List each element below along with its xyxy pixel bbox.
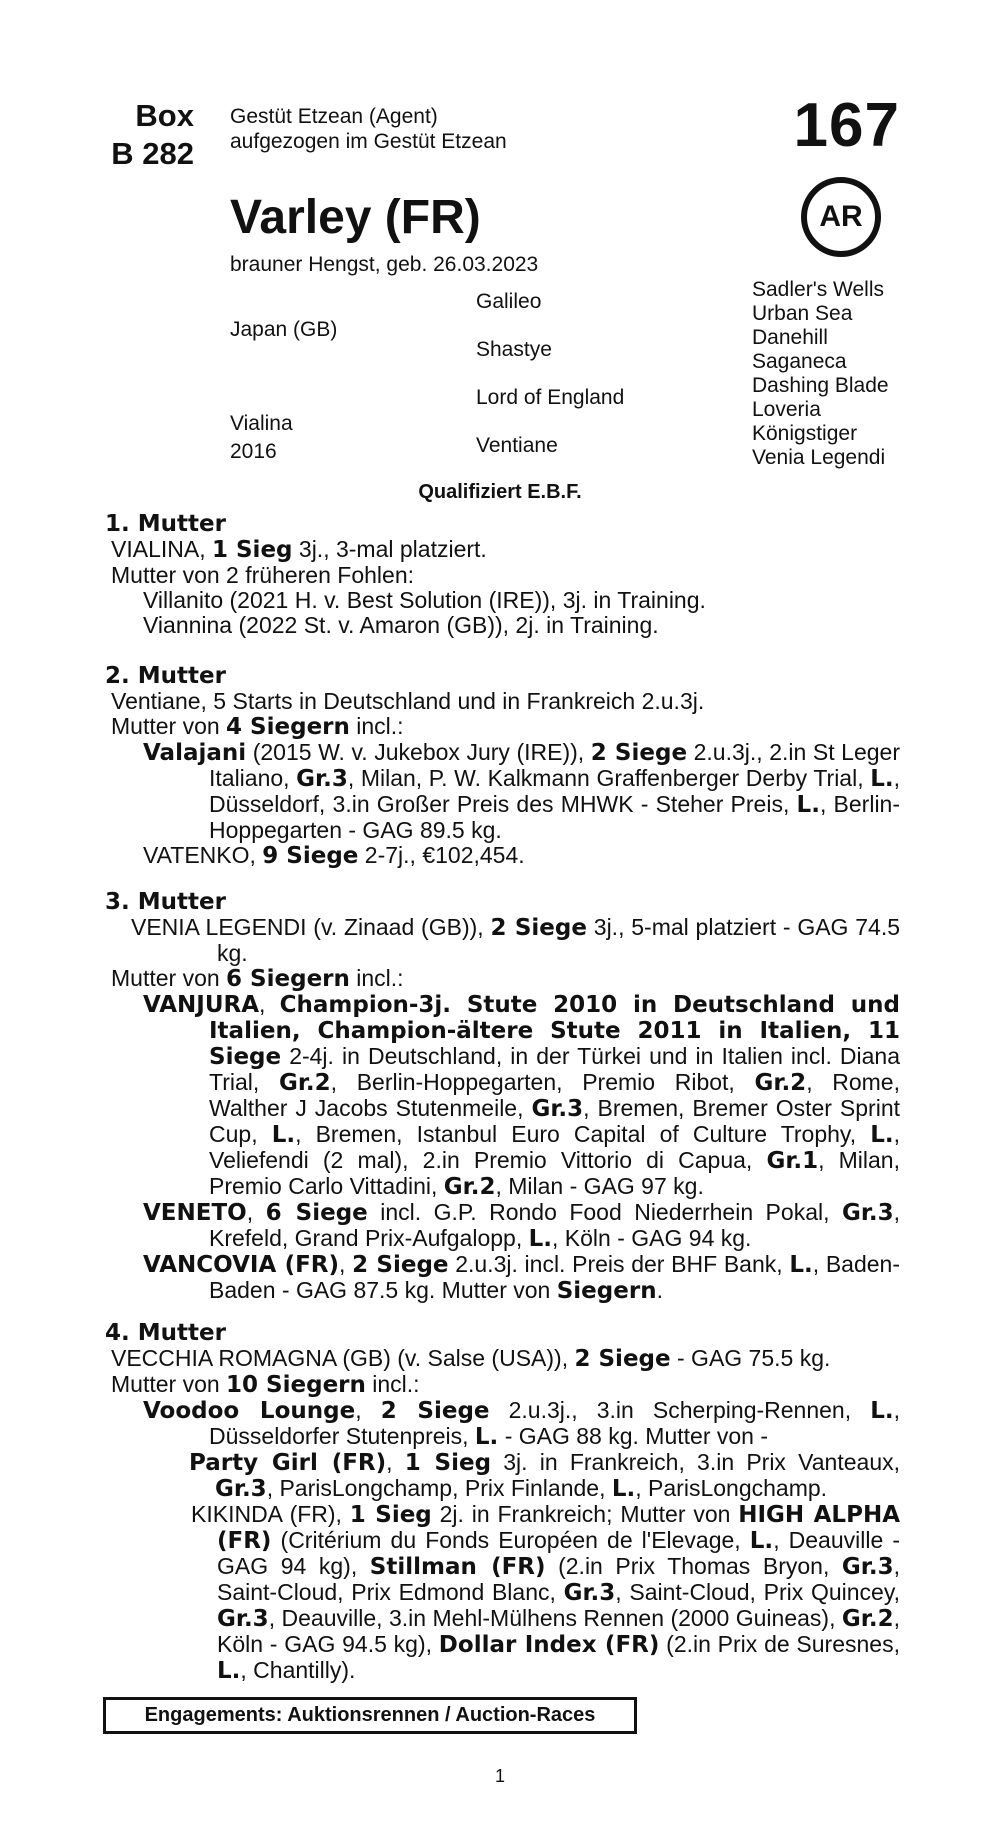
grandparent: Sadler's Wells: [752, 278, 884, 301]
foals-intro: Mutter von 2 früheren Fohlen:: [111, 562, 414, 588]
section-third-dam: [105, 890, 900, 1304]
grandparent: Loveria: [752, 398, 821, 421]
horse-name: Varley (FR): [230, 191, 481, 244]
dam-line: Ventiane, 5 Starts in Deutschland und in Frankreich 2.u.3j.: [111, 688, 705, 714]
pedigree-dam-sire: Lord of England: [476, 386, 625, 409]
engagements-box: Engagements: Auktionsrennen / Auction-Races: [103, 1697, 637, 1734]
progeny-entry: KIKINDA (FR), 1 Sieg 2j. in Frankreich; Mutter von HIGH ALPHA (FR) (Critérium du Fonds Européen de l'Elevage, L., Deauville - GAG 94 kg), Stillman (FR) (2.in Prix Thomas Bryon, Gr.3, Saint-Cloud, Prix Edmond Blanc, Gr.3, Saint-Cloud, Prix Quincey, Gr.3, Deauville, 3.in Mehl-Mülhens Rennen (2000 Guineas), Gr.2, Köln - GAG 94.5 kg), Dollar Index (FR) (2.in Prix de Suresnes, L., Chantilly).: [191, 1501, 900, 1684]
pedigree-grandparents: [752, 278, 889, 470]
grandparent: Saganeca: [752, 350, 847, 373]
section-first-dam: [105, 512, 900, 638]
section-heading: 2. Mutter: [105, 663, 226, 689]
pedigree-dam: Vialina: [230, 412, 293, 435]
pedigree-sire: Japan (GB): [230, 318, 338, 341]
progeny-entry: Valajani (2015 W. v. Jukebox Jury (IRE)), 2 Siege 2.u.3j., 2.in St Leger Italiano, Gr.3, Milan, P. W. Kalkmann Graffenberger Derby Trial, L., Düsseldorf, 3.in Großer Preis des MHWK - Steher Preis, L., Berlin-Hoppegarten - GAG 89.5 kg.: [143, 739, 901, 843]
progeny-entry: VENETO, 6 Siege incl. G.P. Rondo Food Niederrhein Pokal, Gr.3, Krefeld, Grand Prix-Aufgalopp, L., Köln - GAG 94 kg.: [143, 1199, 901, 1252]
horse-description: brauner Hengst, geb. 26.03.2023: [230, 253, 539, 276]
dam-line: VIALINA, 1 Sieg 3j., 3-mal platziert.: [111, 536, 487, 563]
pedigree-dam-year: 2016: [230, 440, 277, 463]
section-heading: 3. Mutter: [105, 889, 226, 915]
grandparent: Dashing Blade: [752, 374, 889, 397]
winners-intro: Mutter von 10 Siegern incl.:: [111, 1371, 420, 1398]
agent-info: [230, 104, 507, 154]
winners-intro: Mutter von 6 Siegern incl.:: [111, 965, 404, 992]
agent-line-1: Gestüt Etzean (Agent): [230, 105, 438, 128]
pedigree-dam-dam: Ventiane: [476, 434, 558, 457]
foal-entry: Viannina (2022 St. v. Amaron (GB)), 2j. in Training.: [143, 612, 659, 638]
progeny-entry: VANCOVIA (FR), 2 Siege 2.u.3j. incl. Preis der BHF Bank, L., Baden-Baden - GAG 87.5 kg. Mutter von Siegern.: [143, 1251, 900, 1304]
section-second-dam: [105, 664, 900, 869]
ar-badge: AR: [801, 177, 881, 257]
dam-line: VENIA LEGENDI (v. Zinaad (GB)), 2 Siege 3j., 5-mal platziert - GAG 74.5 kg.: [131, 914, 900, 966]
winners-intro: Mutter von 4 Siegern incl.:: [111, 713, 404, 740]
pedigree-sire-sire: Galileo: [476, 290, 542, 313]
section-fourth-dam: [105, 1321, 900, 1684]
pedigree-sire-dam: Shastye: [476, 338, 552, 361]
progeny-entry: Party Girl (FR), 1 Sieg 3j. in Frankreich, 3.in Prix Vanteaux, Gr.3, ParisLongchamp, Prix Finlande, L., ParisLongchamp.: [189, 1449, 900, 1502]
section-heading: 4. Mutter: [105, 1320, 226, 1346]
grandparent: Urban Sea: [752, 302, 853, 325]
dam-line: VECCHIA ROMAGNA (GB) (v. Salse (USA)), 2 Siege - GAG 75.5 kg.: [111, 1345, 831, 1372]
grandparent: Venia Legendi: [752, 446, 886, 469]
box-line-1: Box: [135, 98, 194, 133]
progeny-entry: VATENKO, 9 Siege 2-7j., €102,454.: [143, 842, 525, 869]
qualification: Qualifiziert E.B.F.: [418, 481, 582, 503]
page-number: 1: [494, 1766, 505, 1786]
box-label: [100, 97, 194, 173]
foal-entry: Villanito (2021 H. v. Best Solution (IRE)), 3j. in Training.: [143, 587, 706, 613]
lot-number: 167: [793, 91, 900, 160]
grandparent: Danehill: [752, 326, 828, 349]
grandparent: Königstiger: [752, 422, 858, 445]
box-line-2: B 282: [111, 136, 194, 171]
progeny-entry: VANJURA, Champion-3j. Stute 2010 in Deutschland und Italien, Champion-ältere Stute 2011 in Italien, 11 Siege 2-4j. in Deutschland, in der Türkei und in Italien incl. Diana Trial, Gr.2, Berlin-Hoppegarten, Premio Ribot, Gr.2, Rome, Walther J Jacobs Stutenmeile, Gr.3, Bremen, Bremer Oster Sprint Cup, L., Bremen, Istanbul Euro Capital of Culture Trophy, L., Veliefendi (2 mal), 2.in Premio Vittorio di Capua, Gr.1, Milan, Premio Carlo Vittadini, Gr.2, Milan - GAG 97 kg.: [143, 991, 901, 1200]
agent-line-2: aufgezogen im Gestüt Etzean: [230, 130, 507, 153]
section-heading: 1. Mutter: [105, 511, 226, 537]
progeny-entry: Voodoo Lounge, 2 Siege 2.u.3j., 3.in Scherping-Rennen, L., Düsseldorfer Stutenpreis, L. - GAG 88 kg. Mutter von -: [143, 1397, 900, 1450]
